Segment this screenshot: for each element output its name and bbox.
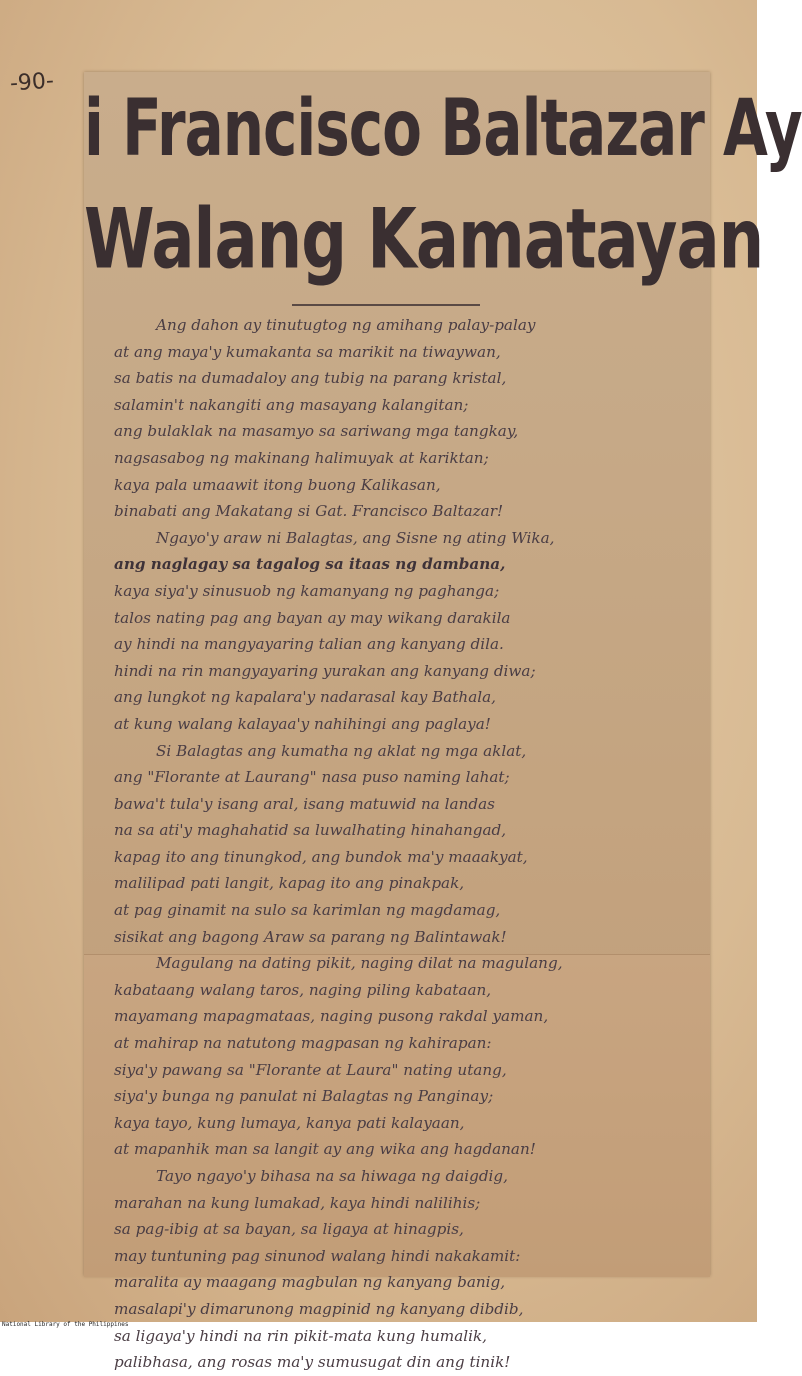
- poem-line: maralita ay maagang magbulan ng kanyang banig,: [114, 1273, 506, 1292]
- poem-line: sa batis na dumadaloy ang tubig na parang kristal,: [114, 369, 507, 388]
- poem-line: Magulang na dating pikit, naging dilat na magulang,: [156, 954, 563, 973]
- poem-line: at kung walang kalayaa'y nahihingi ang paglaya!: [114, 714, 491, 733]
- poem-line: kaya pala umaawit itong buong Kalikasan,: [114, 475, 441, 494]
- poem-line: palibhasa, ang rosas ma'y sumusugat din ang tinik!: [114, 1353, 511, 1372]
- poem-line: at mapanhik man sa langit ay ang wika ang hagdanan!: [114, 1140, 536, 1159]
- poem-line: sisikat ang bagong Araw sa parang ng Balintawak!: [114, 927, 507, 946]
- headline-line-1: i Francisco Baltazar Ay: [84, 82, 802, 174]
- poem-line: kapag ito ang tinungkod, ang bundok ma'y maaakyat,: [114, 847, 528, 866]
- poem-line: kabataang walang taros, naging piling kabataan,: [114, 980, 492, 999]
- poem-line: salamin't nakangiti ang masayang kalangitan;: [114, 395, 469, 414]
- poem-line: Tayo ngayo'y bihasa na sa hiwaga ng daigdig,: [156, 1167, 508, 1185]
- poem-line: sa pag-ibig at sa bayan, sa ligaya at hinagpis,: [114, 1220, 464, 1239]
- poem-line: at pag ginamit na sulo sa karimlan ng magdamag,: [114, 901, 501, 920]
- poem-line: sa ligaya'y hindi na rin pikit-mata kung humalik,: [114, 1326, 487, 1345]
- poem-line: hindi na rin mangyayaring yurakan ang kanyang diwa;: [114, 661, 536, 680]
- poem-line: marahan na kung lumakad, kaya hindi nalilihis;: [114, 1193, 481, 1212]
- poem-line: talos nating pag ang bayan ay may wikang darakila: [114, 608, 511, 627]
- poem-line: kaya tayo, kung lumaya, kanya pati kalayaan,: [114, 1113, 465, 1132]
- poem-line: Ang dahon ay tinutugtog ng amihang palay-palay: [156, 316, 536, 334]
- poem-line: siya'y bunga ng panulat ni Balagtas ng Panginay;: [114, 1087, 494, 1106]
- poem-line: ang lungkot ng kapalara'y nadarasal kay Bathala,: [114, 688, 497, 707]
- poem-line: nagsasabog ng makinang halimuyak at kariktan;: [114, 448, 489, 467]
- headline-line-2: Walang Kamatayan: [84, 192, 764, 289]
- poem-line: mayamang mapagmataas, naging pusong rakdal yaman,: [114, 1007, 549, 1026]
- poem-line: ay hindi na mangyayaring talian ang kanyang dila.: [114, 635, 504, 654]
- poem-line: binabati ang Makatang si Gat. Francisco Baltazar!: [114, 502, 504, 521]
- poem-line: ang "Florante at Laurang" nasa puso naming lahat;: [114, 768, 510, 787]
- poem-line: at mahirap na natutong magpasan ng kahirapan:: [114, 1034, 492, 1053]
- poem-line: ang bulaklak na masamyo sa sariwang mga tangkay,: [114, 422, 519, 441]
- poem-line: ang naglagay sa tagalog sa itaas ng dambana,: [114, 555, 506, 574]
- headline-divider: [292, 304, 480, 306]
- poem-line: malilipad pati langit, kapag ito ang pinakpak,: [114, 874, 465, 893]
- poem-line: Ngayo'y araw ni Balagtas, ang Sisne ng ating Wika,: [156, 528, 555, 547]
- poem-line: kaya siya'y sinusuob ng kamanyang ng paghanga;: [114, 581, 500, 600]
- poem-line: may tuntuning pag sinunod walang hindi nakakamit:: [114, 1246, 521, 1265]
- poem-line: na sa ati'y maghahatid sa luwalhating hinahangad,: [114, 821, 507, 840]
- poem-line: masalapi'y dimarunong magpinid ng kanyang dibdib,: [114, 1299, 524, 1318]
- footer-credit: National Library of the Philippines: [2, 1321, 129, 1328]
- poem-line: at ang maya'y kumakanta sa marikit na tiwaywan,: [114, 342, 501, 361]
- poem-line: siya'y pawang sa "Florante at Laura" nating utang,: [114, 1060, 507, 1079]
- poem-line: Si Balagtas ang kumatha ng aklat ng mga aklat,: [156, 741, 527, 760]
- page-number: -90-: [9, 68, 55, 97]
- poem-line: bawa't tula'y isang aral, isang matuwid na landas: [114, 794, 495, 813]
- newspaper-clipping: [84, 72, 802, 1372]
- poem-body: [114, 312, 704, 1376]
